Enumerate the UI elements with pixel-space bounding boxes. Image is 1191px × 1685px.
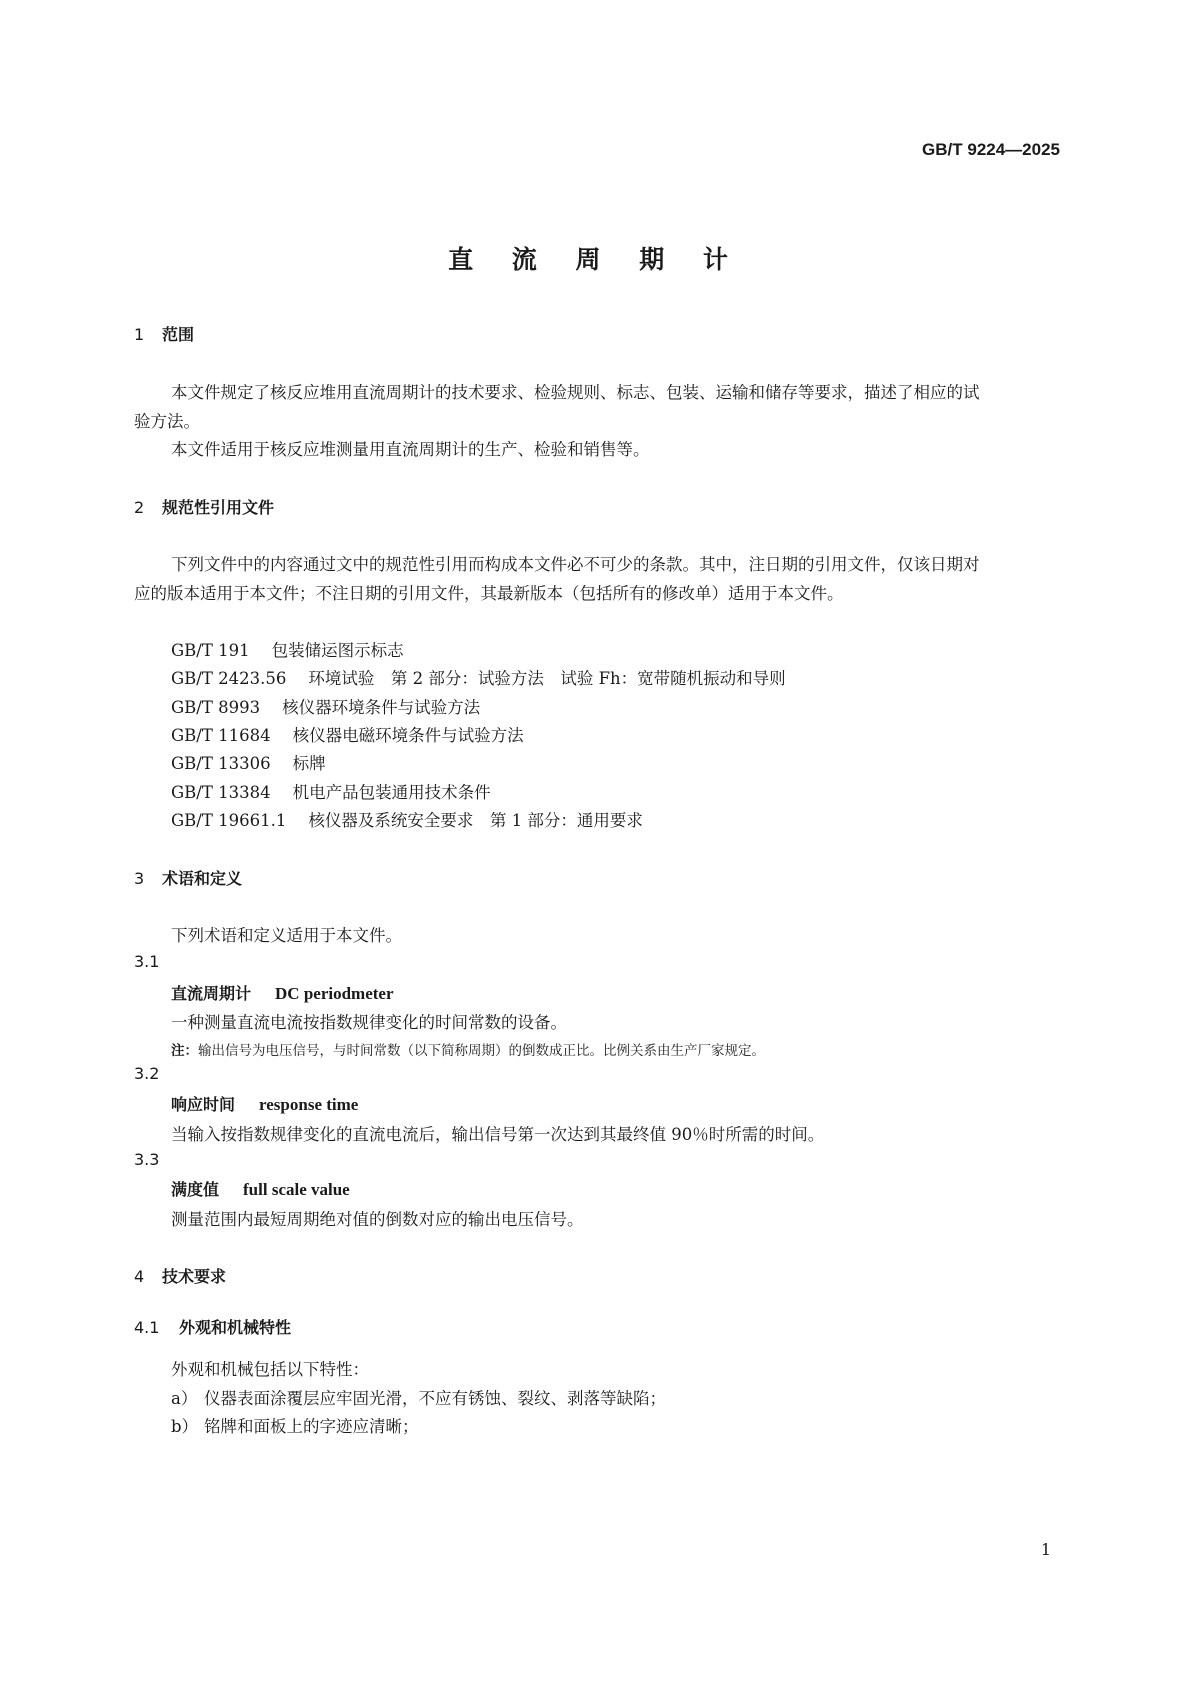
term-en: full scale value bbox=[243, 1180, 350, 1199]
reference-code: GB/T 11684 bbox=[171, 726, 271, 745]
term-heading bbox=[171, 1092, 358, 1115]
term-definition: 测量范围内最短周期绝对值的倒数对应的输出电压信号。 bbox=[171, 1210, 584, 1229]
term-en: DC periodmeter bbox=[275, 984, 394, 1003]
reference-title: 包装储运图示标志 bbox=[271, 641, 404, 660]
reference-code: GB/T 191 bbox=[171, 641, 250, 660]
term-note bbox=[171, 1039, 765, 1059]
section-number: 2 bbox=[134, 498, 145, 517]
list-item bbox=[171, 1413, 419, 1437]
list-label: b） bbox=[171, 1417, 199, 1436]
term-zh: 直流周期计 bbox=[171, 984, 252, 1003]
section-title: 规范性引用文件 bbox=[162, 498, 275, 517]
section-4-heading bbox=[134, 1264, 226, 1287]
reference-item bbox=[171, 722, 524, 746]
list-item bbox=[171, 1385, 666, 1409]
term-en: response time bbox=[259, 1095, 359, 1114]
reference-title: 核仪器电磁环境条件与试验方法 bbox=[292, 726, 524, 745]
section-number: 4 bbox=[134, 1267, 145, 1286]
reference-item bbox=[171, 637, 404, 661]
term-heading bbox=[171, 981, 394, 1004]
term-definition: 当输入按指数规律变化的直流电流后，输出信号第一次达到其最终值 90％时所需的时间。 bbox=[171, 1125, 825, 1144]
section-title: 术语和定义 bbox=[162, 869, 243, 888]
reference-code: GB/T 8993 bbox=[171, 698, 261, 717]
reference-title: 标牌 bbox=[292, 754, 326, 773]
section-2-intro: 下列文件中的内容通过文中的规范性引用而构成本文件必不可少的条款。其中，注日期的引用文件，仅该日期对应的版本适用于本文件；不注日期的引用文件，其最新版本（包括所有的修改单）适用于本文件。 bbox=[134, 555, 980, 603]
term-number: 3.2 bbox=[134, 1064, 160, 1083]
section-1-heading bbox=[134, 322, 194, 345]
document-title: 直 流 周 期 计 bbox=[448, 245, 743, 274]
reference-title: 核仪器环境条件与试验方法 bbox=[282, 698, 481, 717]
note-label: 注： bbox=[171, 1043, 198, 1059]
section-2-heading bbox=[134, 495, 274, 518]
subsection-intro: 外观和机械包括以下特性： bbox=[171, 1360, 369, 1379]
term-zh: 满度值 bbox=[171, 1180, 220, 1199]
section-3-heading bbox=[134, 866, 242, 889]
reference-title: 核仪器及系统安全要求 第 1 部分：通用要求 bbox=[308, 811, 643, 830]
section-1-paragraph-2: 本文件适用于核反应堆测量用直流周期计的生产、检验和销售等。 bbox=[171, 440, 650, 459]
section-title: 范围 bbox=[162, 325, 195, 344]
reference-code: GB/T 13306 bbox=[171, 754, 271, 773]
reference-code: GB/T 19661.1 bbox=[171, 811, 287, 830]
reference-item bbox=[171, 694, 480, 718]
reference-item bbox=[171, 807, 643, 831]
term-number: 3.3 bbox=[134, 1150, 160, 1169]
standard-code: GB/T 9224—2025 bbox=[922, 140, 1060, 159]
reference-item bbox=[171, 750, 326, 774]
list-label: a） bbox=[171, 1389, 198, 1408]
section-1-paragraph-1: 本文件规定了核反应堆用直流周期计的技术要求、检验规则、标志、包装、运输和储存等要求，描述了相应的试验方法。 bbox=[134, 383, 980, 431]
reference-title: 机电产品包装通用技术条件 bbox=[292, 783, 491, 802]
subsection-4-1-heading bbox=[134, 1315, 291, 1338]
note-text: 输出信号为电压信号，与时间常数（以下简称周期）的倒数成正比。比例关系由生产厂家规定。 bbox=[198, 1043, 765, 1059]
list-text: 铭牌和面板上的字迹应清晰； bbox=[204, 1417, 419, 1436]
section-number: 3 bbox=[134, 869, 145, 888]
reference-title: 环境试验 第 2 部分：试验方法 试验 Fh：宽带随机振动和导则 bbox=[308, 669, 786, 688]
page-number: 1 bbox=[1040, 1540, 1051, 1559]
term-zh: 响应时间 bbox=[171, 1095, 236, 1114]
reference-code: GB/T 2423.56 bbox=[171, 669, 287, 688]
subsection-number: 4.1 bbox=[134, 1318, 160, 1337]
section-3-intro: 下列术语和定义适用于本文件。 bbox=[171, 926, 402, 945]
reference-item bbox=[171, 665, 786, 689]
term-heading bbox=[171, 1177, 350, 1200]
subsection-title: 外观和机械特性 bbox=[179, 1318, 292, 1337]
reference-code: GB/T 13384 bbox=[171, 783, 271, 802]
term-number: 3.1 bbox=[134, 952, 160, 971]
reference-item bbox=[171, 779, 491, 803]
section-number: 1 bbox=[134, 325, 145, 344]
term-definition: 一种测量直流电流按指数规律变化的时间常数的设备。 bbox=[171, 1013, 567, 1032]
list-text: 仪器表面涂覆层应牢固光滑，不应有锈蚀、裂纹、剥落等缺陷； bbox=[204, 1389, 666, 1408]
section-title: 技术要求 bbox=[162, 1267, 227, 1286]
